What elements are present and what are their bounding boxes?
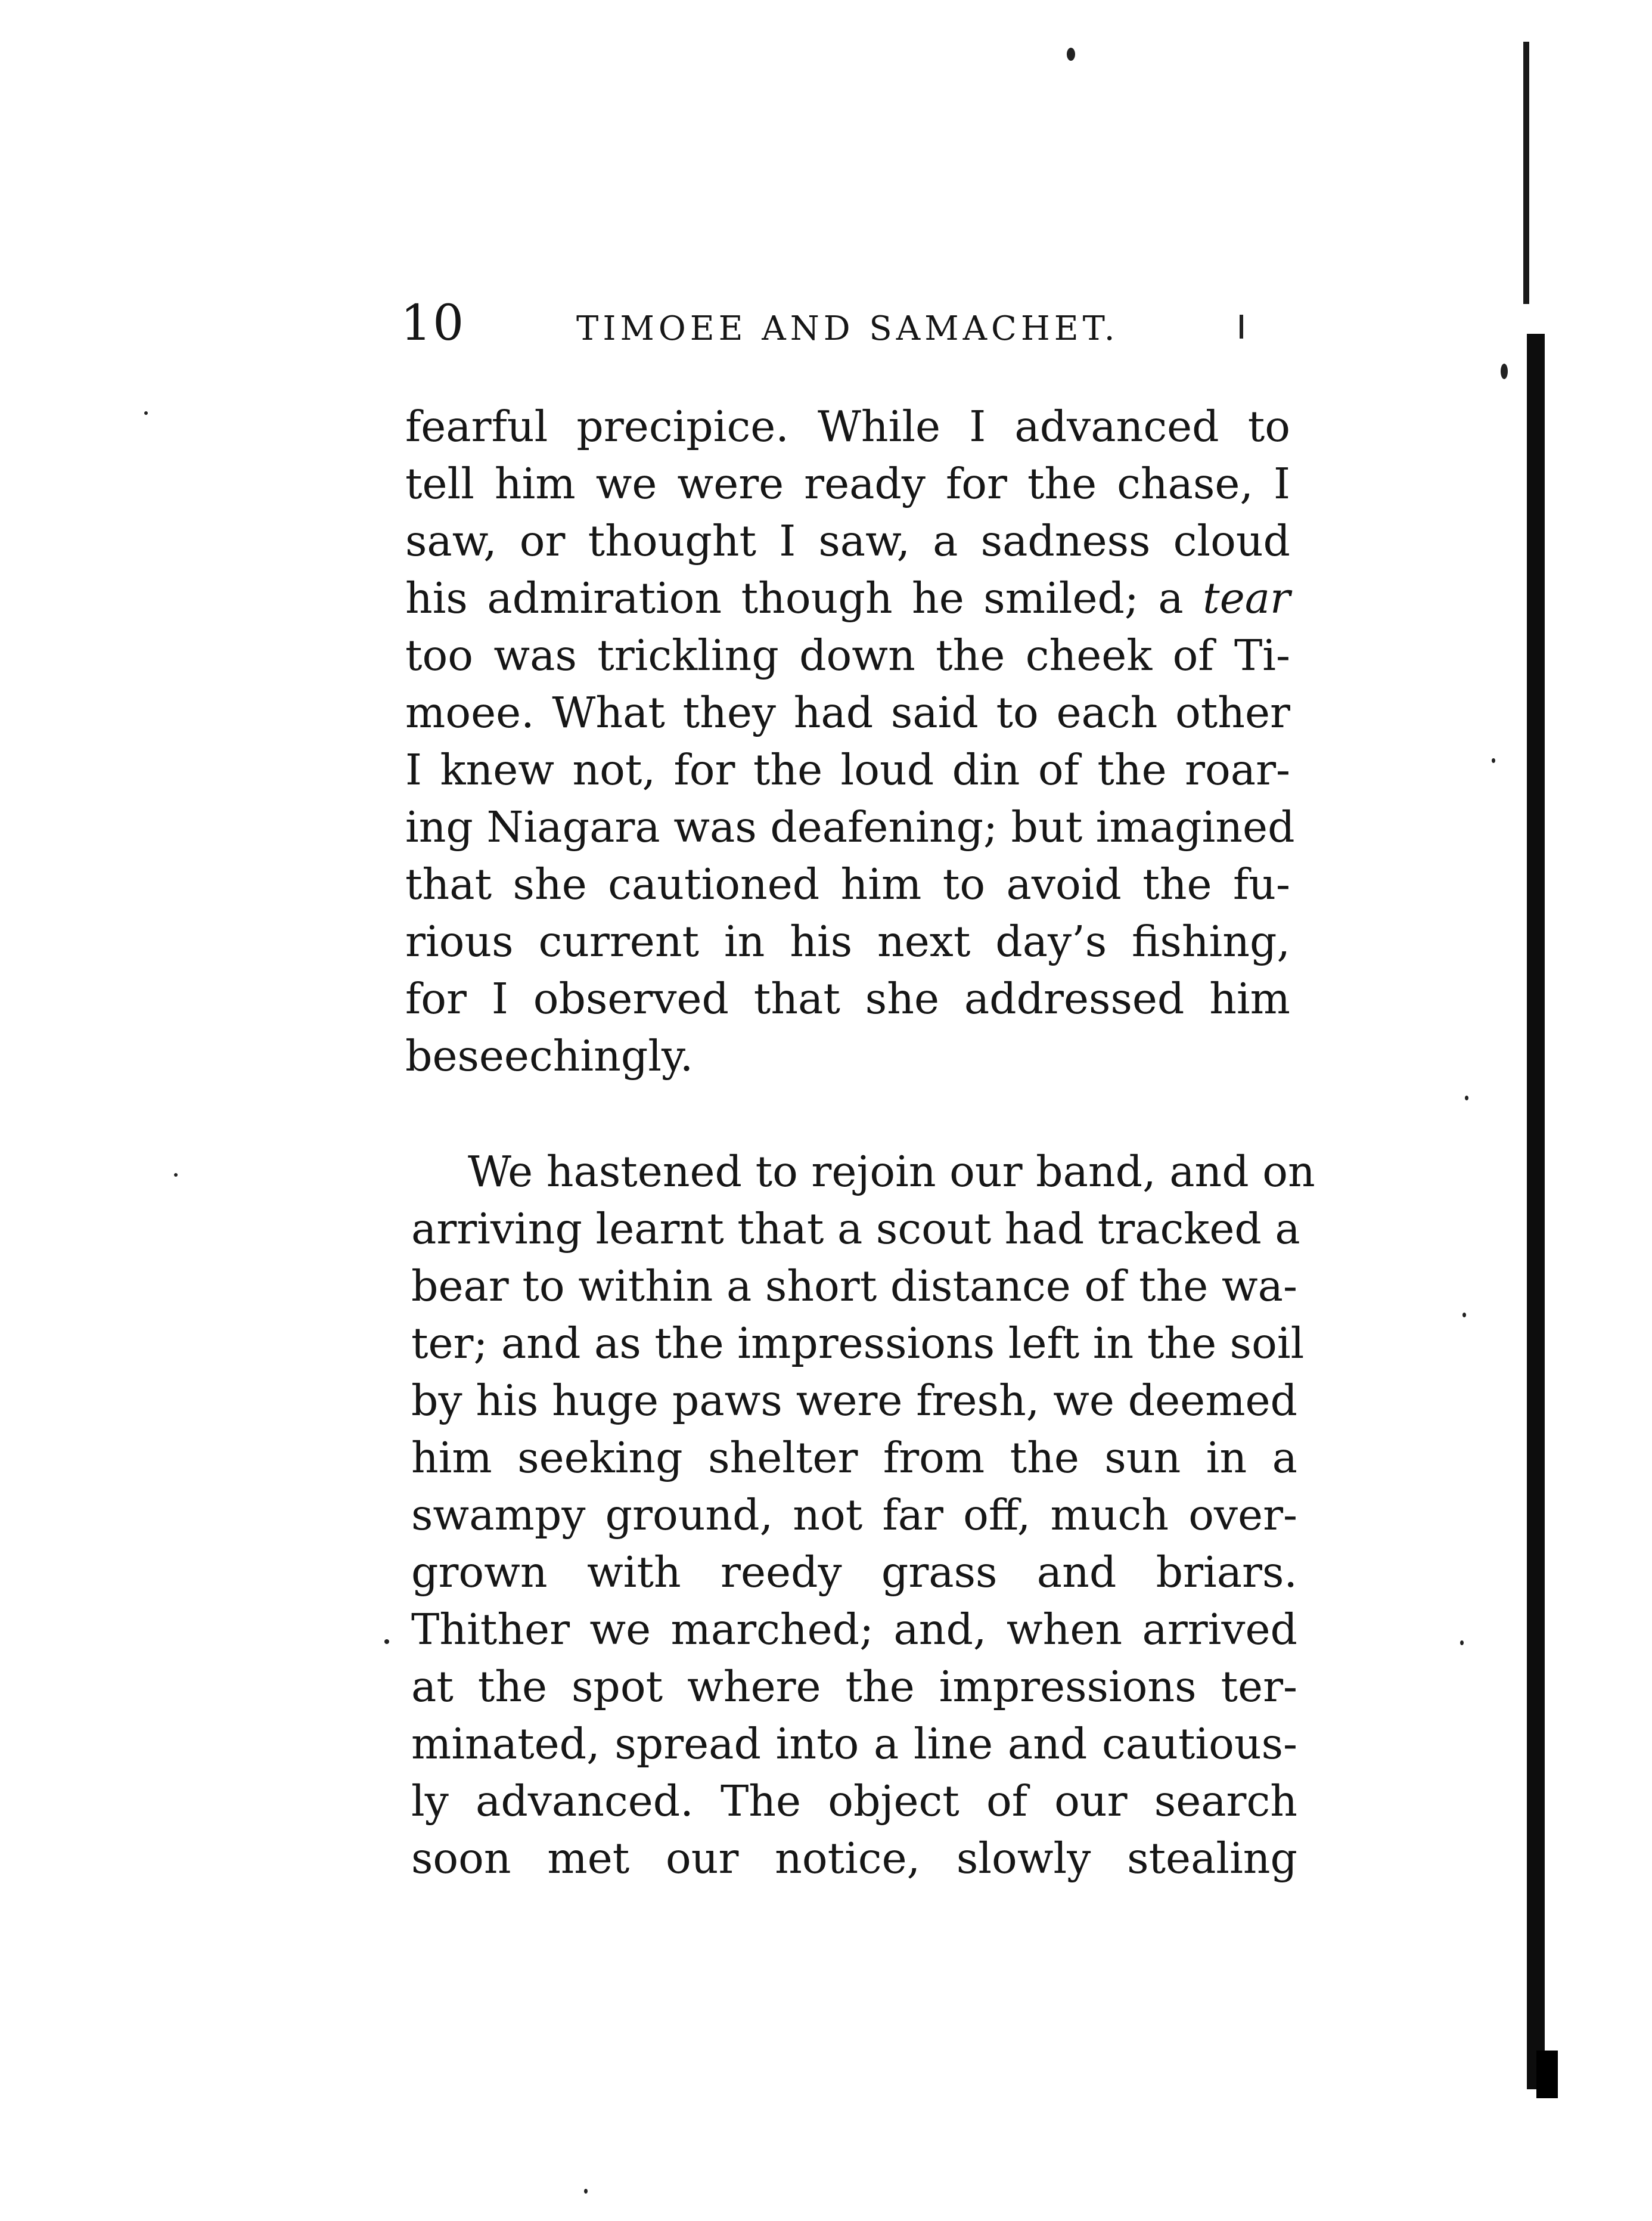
text-line: minated, spread into a line and cautious- (411, 1719, 1297, 1769)
ink-speck (1462, 1313, 1466, 1317)
text-line: for I observed that she addressed him (405, 974, 1290, 1023)
header-mark (1240, 315, 1243, 339)
text-line: soon met our notice, slowly stealing (411, 1834, 1297, 1883)
text-line: We hastened to rejoin our band, and on (468, 1147, 1315, 1196)
running-header (400, 297, 1247, 350)
text-line: I knew not, for the loud din of the roar- (405, 745, 1290, 795)
text-line: saw, or thought I saw, a sadness cloud (405, 516, 1290, 566)
ink-speck (584, 2189, 588, 2194)
ink-speck (144, 411, 148, 415)
text-line: ter; and as the impressions left in the soil (411, 1319, 1305, 1368)
text-line: fearful precipice. While I advanced to (405, 402, 1290, 451)
ink-speck (1465, 1096, 1468, 1100)
paragraph-2 (411, 1143, 1315, 1887)
text-line: at the spot where the impressions ter- (411, 1662, 1297, 1711)
ink-speck (174, 1173, 178, 1177)
text-line: bear to within a short distance of the wa- (411, 1261, 1297, 1311)
page-number: 10 (400, 295, 465, 352)
ink-speck (1067, 48, 1075, 61)
text-line: too was trickling down the cheek of Ti- (405, 631, 1290, 680)
ink-speck (384, 1639, 389, 1644)
text-line: rious current in his next day’s fishing, (405, 917, 1290, 966)
ink-speck (1492, 758, 1495, 763)
ink-speck (1460, 1640, 1464, 1645)
text-line-with-italic (405, 570, 1290, 627)
running-title: TIMOEE AND SAMACHET. (576, 309, 1119, 348)
paragraph-1 (405, 398, 1295, 1085)
text-line: him seeking shelter from the sun in a (411, 1433, 1297, 1482)
text-line: by his huge paws were fresh, we deemed (411, 1376, 1297, 1425)
binding-edge-base (1536, 2051, 1558, 2098)
text-line: Thither we marched; and, when arrived (411, 1605, 1297, 1654)
binding-edge-upper (1523, 42, 1529, 304)
text-line: swampy ground, not far off, much over- (411, 1490, 1297, 1540)
text-line: moee. What they had said to each other (405, 688, 1290, 737)
ink-speck (1501, 364, 1508, 379)
text-line: beseechingly. (405, 1031, 694, 1081)
italic-word: tear (1203, 573, 1290, 623)
text-line: tell him we were ready for the chase, I (405, 459, 1290, 508)
text-line: that she cautioned him to avoid the fu- (405, 860, 1290, 909)
text-line: ing Niagara was deafening; but imagined (405, 802, 1295, 852)
binding-edge (1527, 334, 1545, 2089)
text-line: grown with reedy grass and briars. (411, 1547, 1297, 1597)
text-line-start: his admiration though he smiled; a (405, 573, 1203, 623)
text-line: ly advanced. The object of our search (411, 1776, 1297, 1826)
text-line: arriving learnt that a scout had tracked a (411, 1204, 1300, 1254)
